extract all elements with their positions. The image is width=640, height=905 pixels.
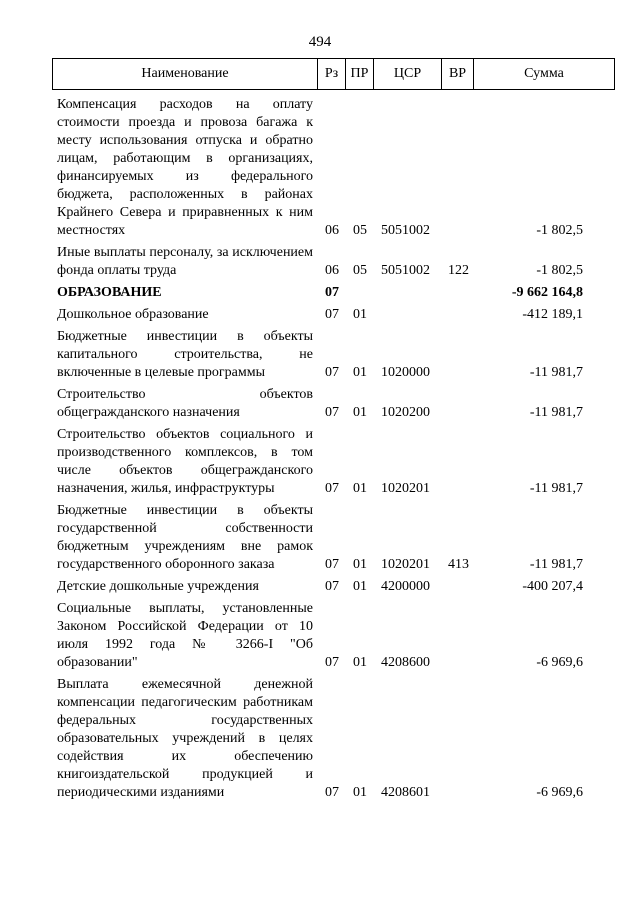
- row-csr: 5051002: [381, 263, 430, 278]
- row-rz: 07: [325, 307, 339, 322]
- row-rz: 07: [325, 365, 339, 380]
- row-name: Социальные выплаты, установленные Законом Российской Федерации от 10 июля 1992 года № 3266-I "Об образовании": [57, 601, 313, 670]
- row-csr: 4200000: [381, 579, 430, 594]
- row-csr: 1020201: [381, 481, 430, 496]
- row-sum: -9 662 164,8: [511, 285, 583, 300]
- table-row: [0, 306, 640, 324]
- row-rz: 07: [325, 557, 339, 572]
- row-pr: 01: [353, 785, 367, 800]
- row-csr: 4208600: [381, 655, 430, 670]
- row-csr: 1020200: [381, 405, 430, 420]
- table-row: [0, 600, 640, 672]
- header-vr: ВР: [442, 59, 474, 89]
- header-name: Наименование: [53, 59, 318, 89]
- row-pr: 05: [353, 223, 367, 238]
- row-pr: 01: [353, 365, 367, 380]
- table-row: [0, 96, 640, 240]
- row-name: Строительство объектов общегражданского назначения: [57, 387, 313, 420]
- row-csr: 5051002: [381, 223, 430, 238]
- header-rz: Рз: [318, 59, 346, 89]
- row-pr: 01: [353, 557, 367, 572]
- page-number: 494: [308, 34, 332, 50]
- row-sum: -6 969,6: [536, 655, 583, 670]
- row-sum: -400 207,4: [522, 579, 583, 594]
- row-rz: 07: [325, 285, 339, 300]
- table-row: [0, 502, 640, 574]
- row-vr: 122: [448, 263, 469, 278]
- row-name: Строительство объектов социального и производственного комплексов, в том числе объектов общегражданского назначения, жилья, инфраструктуры: [57, 427, 313, 496]
- table-row: [0, 578, 640, 596]
- row-sum: -412 189,1: [522, 307, 583, 322]
- row-pr: 01: [353, 405, 367, 420]
- row-sum: -11 981,7: [529, 481, 583, 496]
- row-name: Компенсация расходов на оплату стоимости проезда и провоза багажа к месту использования отпуска и обратно лицам, работающим в организациях, финансируемых из федерального бюджета, расположенных в районах Крайнего Севера и приравненных к ним местностях: [57, 97, 313, 238]
- row-rz: 07: [325, 785, 339, 800]
- row-rz: 06: [325, 223, 339, 238]
- row-sum: -11 981,7: [529, 557, 583, 572]
- row-pr: 01: [353, 579, 367, 594]
- row-csr: 1020201: [381, 557, 430, 572]
- row-name: Бюджетные инвестиции в объекты капитального строительства, не включенные в целевые программы: [57, 329, 313, 380]
- table-row: [0, 328, 640, 382]
- row-rz: 06: [325, 263, 339, 278]
- row-name: Иные выплаты персоналу, за исключением фонда оплаты труда: [57, 245, 313, 278]
- header-sum: Сумма: [524, 66, 564, 81]
- row-name: Дошкольное образование: [57, 307, 209, 322]
- row-vr: 413: [448, 557, 469, 572]
- row-name: ОБРАЗОВАНИЕ: [57, 285, 162, 300]
- header-csr: ЦСР: [374, 59, 442, 89]
- row-name: Выплата ежемесячной денежной компенсации педагогическим работникам федеральных государственных образовательных учреждений в целях содействия их обеспечению книгоиздательской продукцией и периодическими изданиями: [57, 677, 313, 800]
- header-pr: ПР: [346, 59, 374, 89]
- table-row: [0, 244, 640, 280]
- row-name: Бюджетные инвестиции в объекты государственной собственности бюджетным учреждениям вне рамок государственного оборонного заказа: [57, 503, 313, 572]
- table-row: [0, 386, 640, 422]
- row-name: Детские дошкольные учреждения: [57, 579, 259, 594]
- row-rz: 07: [325, 405, 339, 420]
- row-csr: 1020000: [381, 365, 430, 380]
- row-sum: -11 981,7: [529, 405, 583, 420]
- row-sum: -1 802,5: [536, 263, 583, 278]
- table-row: [0, 426, 640, 498]
- row-rz: 07: [325, 481, 339, 496]
- table-row: [0, 284, 640, 302]
- row-pr: 01: [353, 481, 367, 496]
- row-pr: 05: [353, 263, 367, 278]
- table-row: [0, 676, 640, 802]
- row-pr: 01: [353, 307, 367, 322]
- row-rz: 07: [325, 579, 339, 594]
- row-sum: -11 981,7: [529, 365, 583, 380]
- row-rz: 07: [325, 655, 339, 670]
- row-csr: 4208601: [381, 785, 430, 800]
- table-header: [52, 58, 615, 90]
- row-pr: 01: [353, 655, 367, 670]
- row-sum: -1 802,5: [536, 223, 583, 238]
- table-body: [0, 96, 640, 806]
- row-sum: -6 969,6: [536, 785, 583, 800]
